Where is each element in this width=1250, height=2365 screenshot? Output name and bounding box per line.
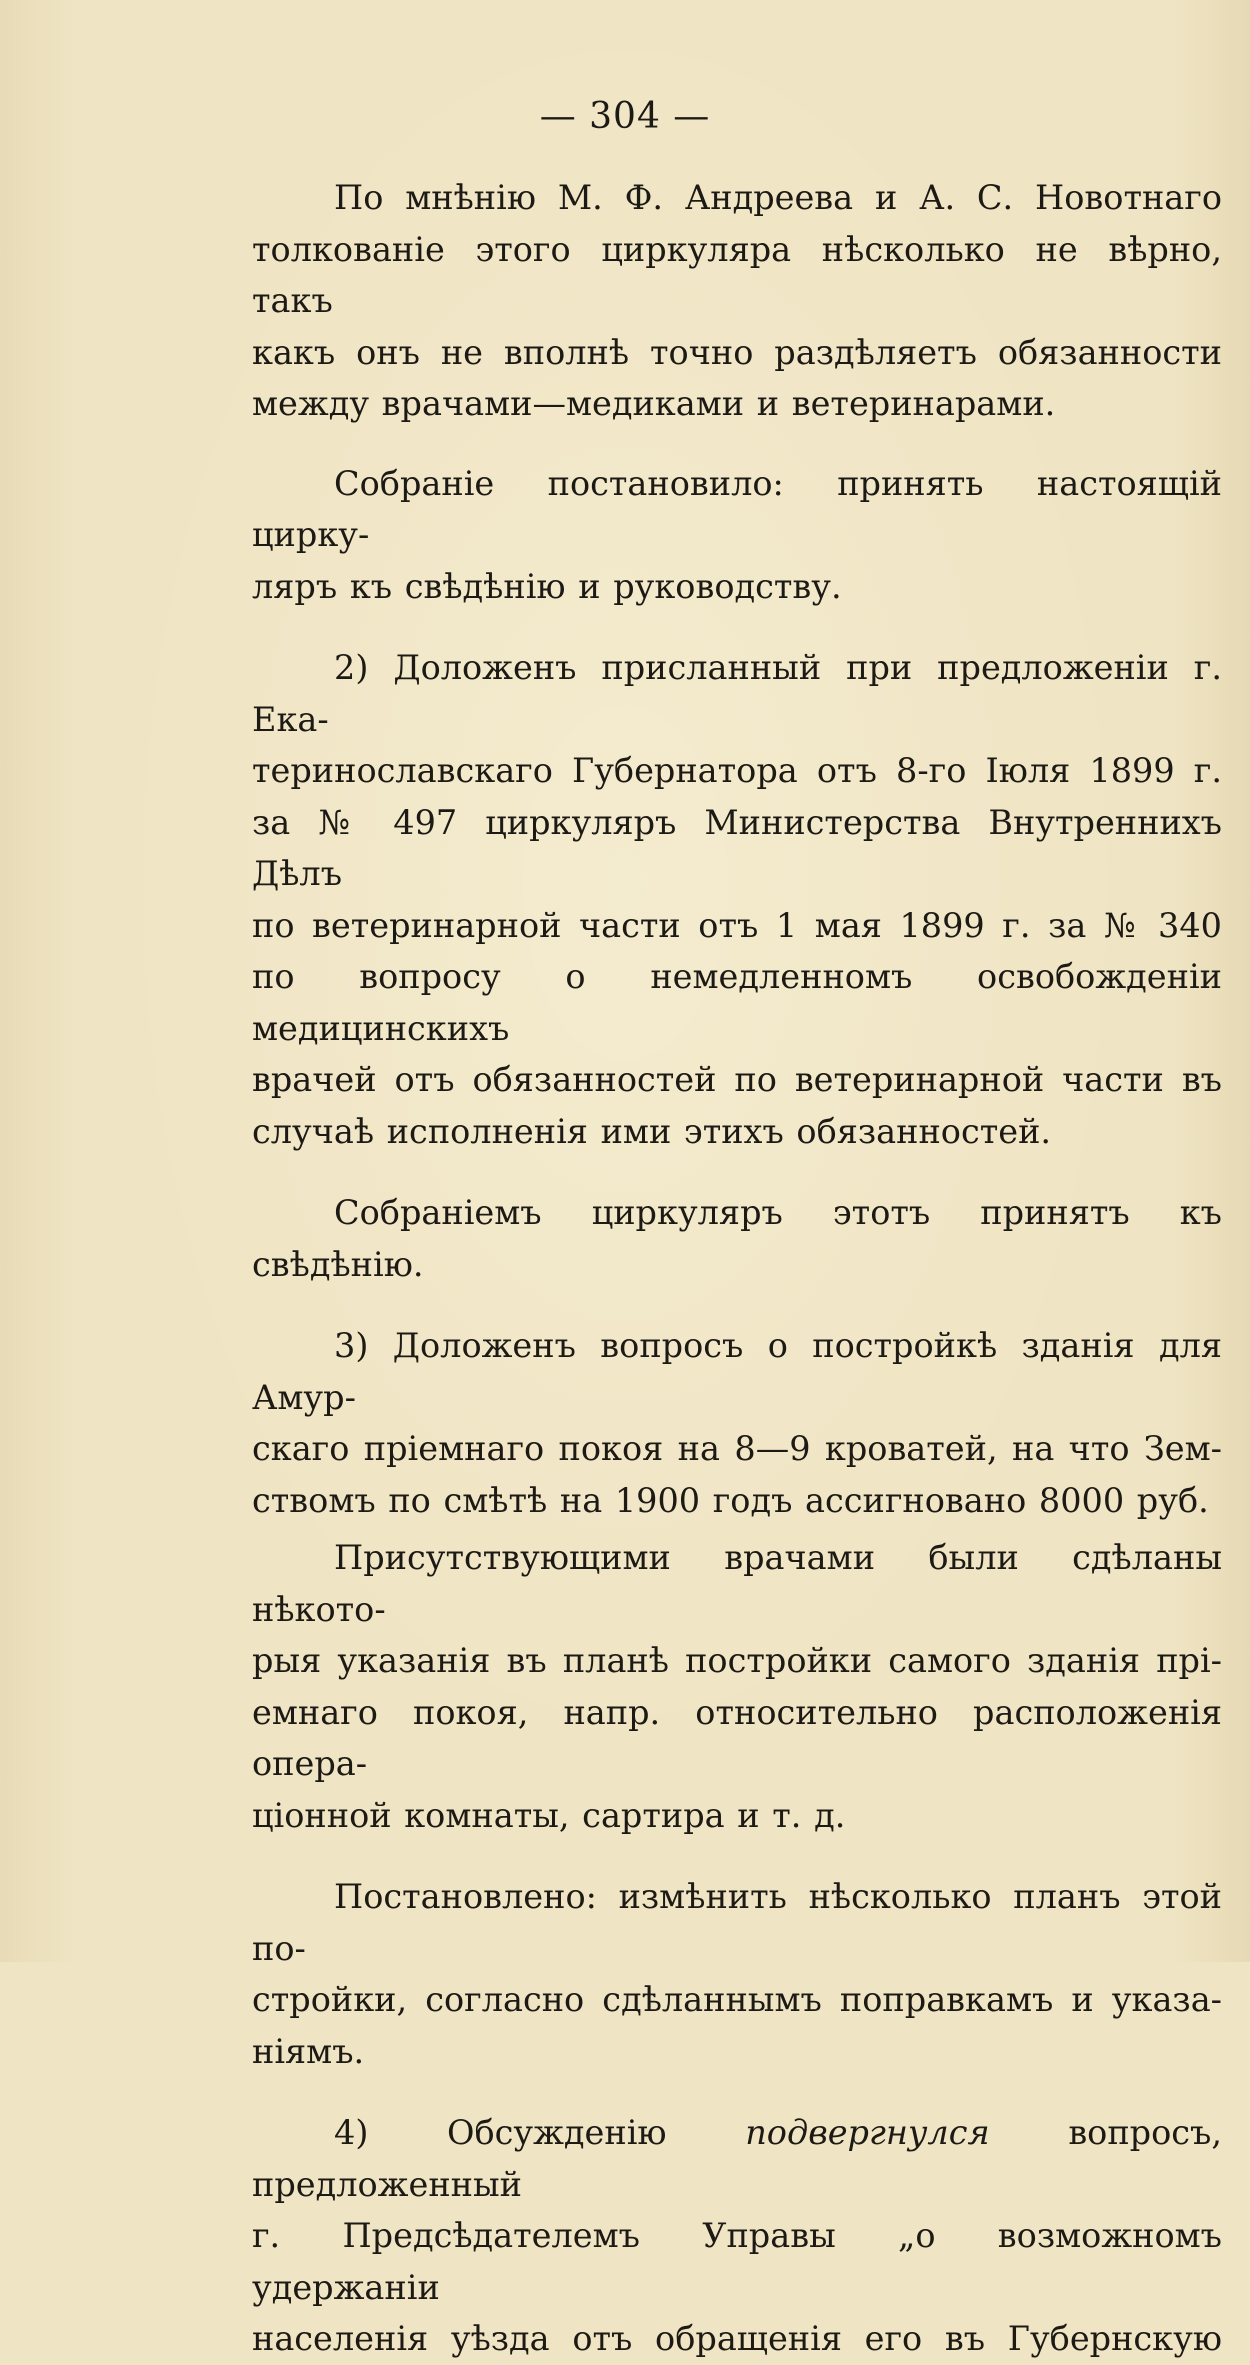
text-run: 4) Обсужденію bbox=[334, 2113, 746, 2152]
paragraph-item-2 bbox=[252, 642, 1222, 1157]
paragraph-resolution-1 bbox=[252, 458, 1222, 613]
text-line: Присутствующими врачами были сдѣланы нѣкото- bbox=[252, 1538, 1222, 1629]
paragraph-opinion bbox=[252, 172, 1222, 430]
text-line: Постановлено: измѣнить нѣсколько планъ этой по- bbox=[252, 1877, 1222, 1968]
text-line: врачей отъ обязанностей по ветеринарной части въ bbox=[252, 1060, 1222, 1099]
text-line: ляръ къ свѣдѣнію и руководству. bbox=[252, 566, 842, 606]
italic-word: подвергнулся bbox=[745, 2113, 990, 2152]
text-line: емнаго покоя, напр. относительно расположенія опера- bbox=[252, 1692, 1222, 1783]
text-line: 3) Доложенъ вопросъ о постройкѣ зданія для Амур- bbox=[252, 1326, 1222, 1417]
text-line: населенія уѣзда отъ обращенія его въ Губернскую bbox=[252, 2319, 1222, 2358]
text-line: стройки, согласно сдѣланнымъ поправкамъ и указа- bbox=[252, 1980, 1222, 2019]
text-line: Собраніемъ циркуляръ этотъ принятъ къ свѣдѣнію. bbox=[252, 1193, 1222, 1284]
text-body bbox=[252, 172, 1222, 2365]
text-line: По мнѣнію М. Ф. Андреева и А. С. Новотнаго bbox=[334, 178, 1222, 217]
text-line: толкованіе этого циркуляра нѣсколько не вѣрно, такъ bbox=[252, 229, 1222, 320]
text-line: ствомъ по смѣтѣ на 1900 годъ ассигновано 8000 руб. bbox=[252, 1480, 1209, 1520]
text-line: по вопросу о немедленномъ освобожденіи медицинскихъ bbox=[252, 957, 1222, 1048]
text-line: теринославскаго Губернатора отъ 8-го Іюля 1899 г. bbox=[252, 751, 1222, 790]
paragraph-item-3 bbox=[252, 1320, 1222, 1526]
text-line: г. Предсѣдателемъ Управы „о возможномъ удержаніи bbox=[252, 2216, 1222, 2307]
paragraph-doctors-remarks bbox=[252, 1532, 1222, 1841]
text-line: по ветеринарной части отъ 1 мая 1899 г. за № 340 bbox=[252, 905, 1222, 945]
text-line: какъ онъ не вполнѣ точно раздѣляетъ обязанности bbox=[252, 332, 1222, 372]
paragraph-item-4 bbox=[252, 2107, 1222, 2365]
text-line: за № 497 циркуляръ Министерства Внутреннихъ Дѣлъ bbox=[252, 802, 1222, 893]
text-line: случаѣ исполненія ими этихъ обязанностей. bbox=[252, 1111, 1052, 1151]
text-run: вопросъ, предложенный bbox=[252, 2113, 1223, 2204]
page-number: — 304 — bbox=[539, 96, 711, 137]
text-line bbox=[252, 2107, 1222, 2210]
text-line: между врачами—медиками и ветеринарами. bbox=[252, 384, 1056, 423]
text-line: 2) Доложенъ присланный при предложеніи г. Ека- bbox=[252, 648, 1222, 739]
text-line: ціонной комнаты, сартира и т. д. bbox=[252, 1795, 846, 1835]
text-line: скаго пріемнаго покоя на 8—9 кроватей, на что Зем- bbox=[252, 1429, 1222, 1468]
paragraph-resolution-3 bbox=[252, 1871, 1222, 2077]
text-line: ніямъ. bbox=[252, 2031, 365, 2071]
text-line: Собраніе постановило: принять настоящій цирку- bbox=[252, 463, 1222, 554]
text-line: рыя указанія въ планѣ постройки самого зданія прі- bbox=[252, 1641, 1222, 1680]
paragraph-resolution-2 bbox=[252, 1187, 1222, 1290]
